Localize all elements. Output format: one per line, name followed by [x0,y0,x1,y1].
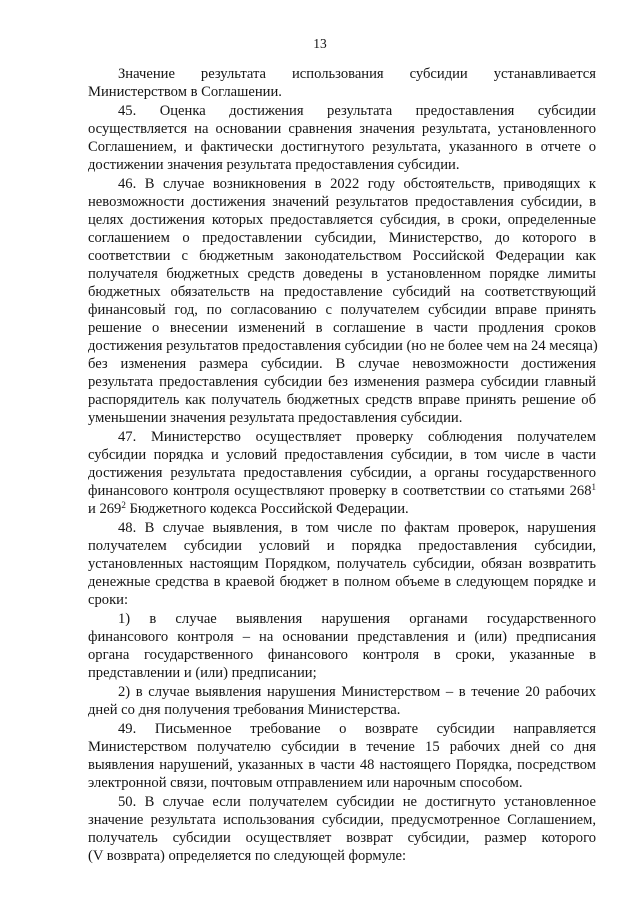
text-line: Значение результата использования субсидии устанавливается [118,66,596,82]
paragraph-45-line: 45. Оценка достижения результата предоставления субсидии [118,103,596,119]
text-line: соглашением о предоставлении субсидии, Министерство, до которого в [88,230,596,246]
text-segment: и 269 [88,501,122,517]
text-line: невозможности достижения значений результатов предоставления субсидии, в [88,194,596,210]
superscript: 2 [121,500,126,510]
paragraph-49-line: 49. Письменное требование о возврате субсидии направляется [118,721,596,737]
paragraph-48-line: 48. В случае выявления, в том числе по фактам проверок, нарушения [118,520,596,536]
text-line: решение о внесении изменений в соглашение в части продления сроков [88,320,596,336]
superscript: 1 [591,482,596,492]
text-line-with-superscript [88,500,596,518]
text-line: уменьшении значения результата предоставления субсидии. [88,410,463,426]
text-line: результата предоставления субсидии без изменения размера субсидии главный [88,374,596,390]
text-segment: финансового контроля осуществляют проверку в соответствии со статьями 268 [88,483,592,499]
text-line: установленных настоящим Порядком, получатель субсидии, обязан возвратить [88,556,596,572]
text-line: достижения результатов предоставления субсидии (но не более чем на 24 месяца) [88,338,598,354]
text-line: выявления нарушений, указанных в части 48 настоящего Порядка, посредством [88,757,596,773]
text-line: значение результата использования субсидии, предусмотренное Соглашением, [88,812,596,828]
text-line: целях достижения которых предоставляется субсидия, в сроки, определенные [88,212,596,228]
text-line: субсидии порядка и условий предоставления субсидии, в том числе в части [88,447,596,463]
text-line: получатель субсидии осуществляет возврат субсидии, размер которого [88,830,596,846]
text-line: представлении и (или) предписании; [88,665,317,681]
text-line: электронной связи, почтовым отправлением или нарочным способом. [88,775,523,791]
list-item-1-line: 1) в случае выявления нарушения органами государственного [118,611,596,627]
text-line: соответствии с бюджетным законодательством Российской Федерации как [88,248,596,264]
text-line: без изменения размера субсидии. В случае невозможности достижения [88,356,596,372]
paragraph-50-line: 50. В случае если получателем субсидии не достигнуто установленное [118,794,596,810]
text-line: распорядитель как получатель бюджетных средств вправе принять решение об [88,392,596,408]
text-line: финансовый год, по согласованию с получателем субсидии вправе принять [88,302,596,318]
text-line: сроки: [88,592,129,608]
paragraph-47-line: 47. Министерство осуществляет проверку соблюдения получателем [118,429,596,445]
text-line: (V возврата) определяется по следующей формуле: [88,848,407,864]
text-line: Министерством в Соглашении. [88,84,282,100]
page-number: 13 [313,36,327,51]
text-line: получателя бюджетных средств доведены в установленном порядке лимиты [88,266,596,282]
text-line: получателем субсидии условий и порядка предоставления субсидии, [88,538,596,554]
text-line: осуществляется на основании сравнения значения результата, установленного [88,121,596,137]
text-line: органа государственного финансового контроля в сроки, указанные в [88,647,596,663]
text-line: достижении значения результата предоставления субсидии. [88,157,460,173]
text-line: достижения результата предоставления субсидии, а органы государственного [88,465,596,481]
text-line: дней со дня получения требования Министерства. [88,702,401,718]
text-line: финансового контроля – на основании представления и (или) предписания [88,629,596,645]
text-line: Министерством получателю субсидии в течение 15 рабочих дней со дня [88,739,596,755]
text-line: бюджетных обязательств на предоставление субсидий на соответствующий [88,284,596,300]
text-line: денежные средства в краевой бюджет в полном объеме в следующем порядке и [88,574,596,590]
text-segment: Бюджетного кодекса Российской Федерации. [125,501,409,517]
text-line: Соглашением, и фактически достигнутого результата, указанного в отчете о [88,139,596,155]
paragraph-46-line: 46. В случае возникновения в 2022 году обстоятельств, приводящих к [118,176,596,192]
text-line-with-superscript [88,482,596,500]
list-item-2-line: 2) в случае выявления нарушения Министерством – в течение 20 рабочих [118,684,596,700]
